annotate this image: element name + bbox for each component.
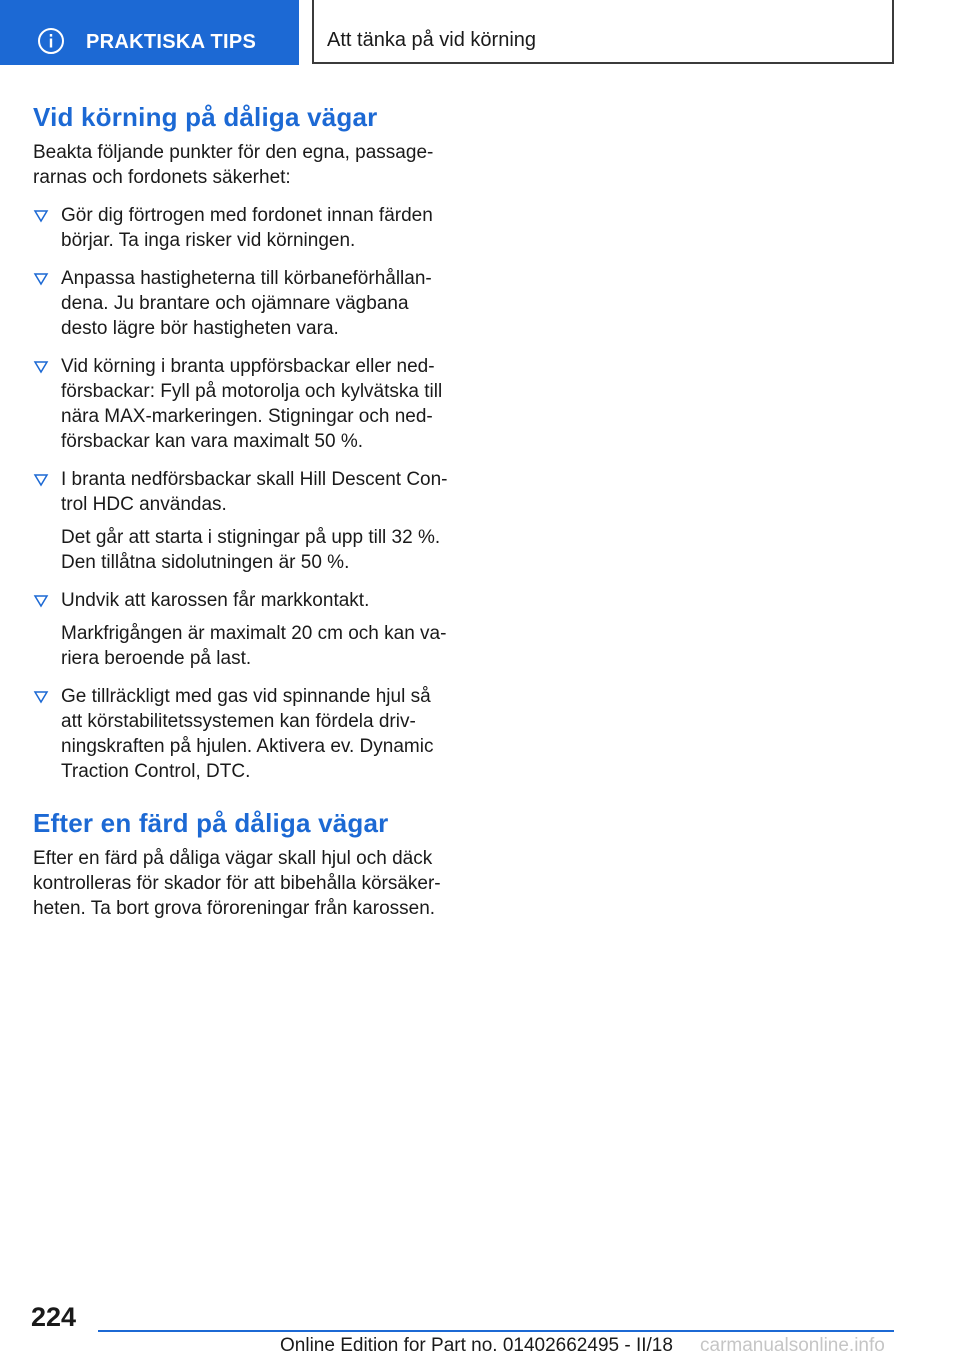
footer-divider xyxy=(98,1330,894,1332)
info-circle-icon xyxy=(37,27,65,55)
list-item-note: Markfrigången är maximalt 20 cm och kan va-riera beroende på last. xyxy=(61,623,447,669)
triangle-bullet-icon xyxy=(33,690,49,704)
watermark: carmanualsonline.info xyxy=(700,1335,885,1356)
list-item xyxy=(33,266,453,341)
triangle-bullet-icon xyxy=(33,594,49,608)
triangle-bullet-icon xyxy=(33,209,49,223)
list-item-text: Undvik att karossen får markkontakt. xyxy=(61,590,370,611)
list-item-text: Anpassa hastigheterna till körbaneförhållan-dena. Ju brantare och ojämnare vägbana desto lägre bör hastigheten vara. xyxy=(61,268,432,339)
page-header xyxy=(0,0,960,66)
list-item xyxy=(33,354,453,454)
list-item-text: I branta nedförsbackar skall Hill Descent Con-trol HDC användas. xyxy=(61,469,448,515)
triangle-bullet-icon xyxy=(33,473,49,487)
after-drive-paragraph: Efter en färd på dåliga vägar skall hjul och däck kontrolleras för skador för att bibehålla körsäker-heten. Ta bort grova föroreningar från karossen. xyxy=(33,848,441,919)
list-item-note: Det går att starta i stigningar på upp till 32 %. Den tillåtna sidolutningen är 50 %. xyxy=(61,527,441,573)
list-item xyxy=(33,467,453,575)
section-label: PRAKTISKA TIPS xyxy=(86,31,257,53)
chapter-title: Att tänka på vid körning xyxy=(327,29,537,51)
edition-note: Online Edition for Part no. 01402662495 - II/18 xyxy=(280,1335,673,1356)
list-item-text: Vid körning i branta uppförsbackar eller ned-försbackar: Fyll på motorolja och kylvätska till nära MAX-markeringen. Stigningar och ned-försbackar kan vara maximalt 50 %. xyxy=(61,356,443,452)
chapter-box xyxy=(312,0,894,64)
list-item-text: Gör dig förtrogen med fordonet innan färden börjar. Ta inga risker vid körningen. xyxy=(61,205,433,251)
section-heading-after-drive: Efter en färd på dåliga vägar xyxy=(33,808,389,838)
list-item xyxy=(33,588,453,671)
triangle-bullet-icon xyxy=(33,360,49,374)
section-tab xyxy=(0,0,299,65)
page-number: 224 xyxy=(31,1302,77,1332)
triangle-bullet-icon xyxy=(33,272,49,286)
intro-paragraph: Beakta följande punkter för den egna, passage-rarnas och fordonets säkerhet: xyxy=(33,142,434,188)
list-item xyxy=(33,684,453,784)
list-item xyxy=(33,203,453,253)
main-content xyxy=(33,100,453,921)
tips-list xyxy=(33,203,453,784)
section-heading-rough-roads: Vid körning på dåliga vägar xyxy=(33,102,378,132)
list-item-text: Ge tillräckligt med gas vid spinnande hjul så att körstabilitetssystemen kan fördela driv-ningskraften på hjulen. Aktivera ev. Dynamic Traction Control, DTC. xyxy=(61,686,434,782)
